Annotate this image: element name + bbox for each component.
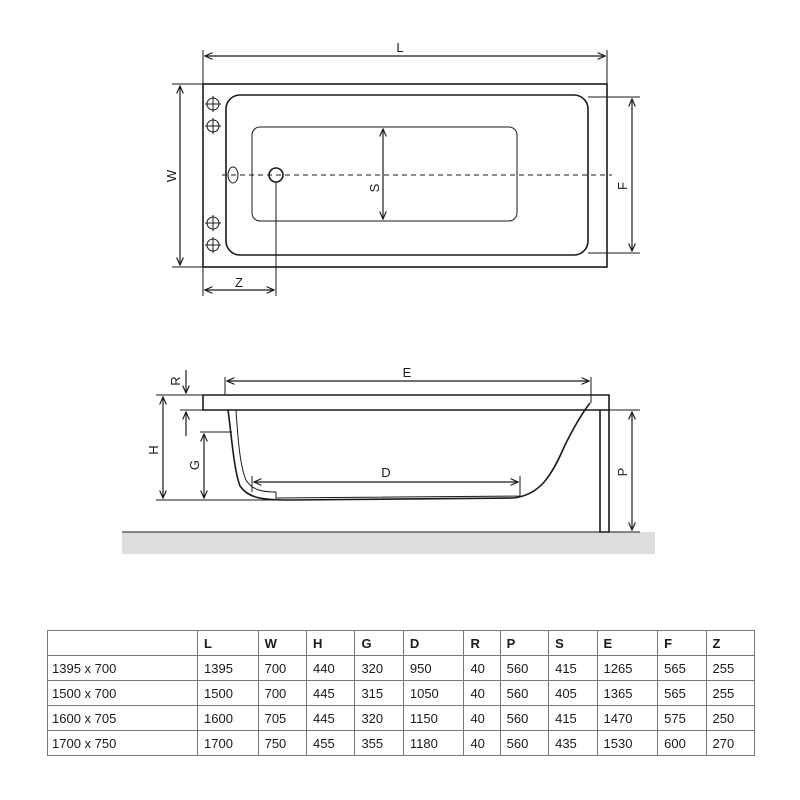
table-cell: 950 [403,656,464,681]
table-cell: 455 [307,731,355,756]
label-P: P [615,467,630,477]
table-cell: 1600 x 705 [48,706,198,731]
label-E: E [402,365,412,380]
column-header: G [355,631,403,656]
table-cell: 1700 [198,731,259,756]
table-cell: 1500 [198,681,259,706]
table-cell: 415 [549,656,597,681]
side-view [122,365,655,554]
table-cell: 1700 x 750 [48,731,198,756]
table-cell: 320 [355,706,403,731]
table-cell: 560 [500,731,548,756]
tub-leg [600,410,609,532]
table-cell: 1265 [597,656,658,681]
table-cell: 750 [258,731,306,756]
table-cell: 405 [549,681,597,706]
tub-body [228,403,590,500]
table-cell: 565 [658,656,706,681]
table-cell: 435 [549,731,597,756]
label-S: S [367,183,382,193]
label-G: G [187,459,202,471]
table-cell: 40 [464,731,500,756]
label-F: F [615,182,630,190]
table-cell: 355 [355,731,403,756]
label-D: D [381,465,391,480]
table-cell: 705 [258,706,306,731]
table-cell: 270 [706,731,754,756]
label-R: R [168,376,183,386]
table-cell: 315 [355,681,403,706]
table-cell: 1150 [403,706,464,731]
tap-hole-icon [205,96,221,112]
column-header: W [258,631,306,656]
label-W: W [164,169,179,183]
table-cell: 560 [500,656,548,681]
column-header: H [307,631,355,656]
table-row [48,706,755,731]
table-row [48,656,755,681]
table-cell: 415 [549,706,597,731]
label-L: L [396,40,404,55]
tap-hole-icon [205,215,221,231]
floor [122,532,655,554]
table-cell: 560 [500,706,548,731]
table-cell: 700 [258,681,306,706]
column-header: R [464,631,500,656]
table-cell: 560 [500,681,548,706]
top-view [164,40,640,296]
tub-inner-wall [236,410,276,492]
table-cell: 40 [464,656,500,681]
table-cell: 1365 [597,681,658,706]
table-cell: 1600 [198,706,259,731]
tap-hole-icon [205,118,221,134]
tub-floor [252,127,517,221]
tub-rim [203,395,609,410]
column-header: E [597,631,658,656]
table-cell: 1395 [198,656,259,681]
table-cell: 250 [706,706,754,731]
table-cell: 1500 x 700 [48,681,198,706]
tap-hole-icon [205,237,221,253]
column-header [48,631,198,656]
table-cell: 440 [307,656,355,681]
table-cell: 575 [658,706,706,731]
table-cell: 1530 [597,731,658,756]
table-cell: 565 [658,681,706,706]
table-cell: 255 [706,656,754,681]
table-cell: 445 [307,681,355,706]
table-cell: 1180 [403,731,464,756]
dimensions-table [47,630,755,756]
table-cell: 1470 [597,706,658,731]
column-header: P [500,631,548,656]
column-header: S [549,631,597,656]
table-cell: 40 [464,706,500,731]
table-cell: 700 [258,656,306,681]
column-header: L [198,631,259,656]
column-header: F [658,631,706,656]
table-cell: 1395 x 700 [48,656,198,681]
table-cell: 255 [706,681,754,706]
table-row [48,681,755,706]
table-cell: 600 [658,731,706,756]
table-cell: 1050 [403,681,464,706]
table-row [48,731,755,756]
table-header-row [48,631,755,656]
table-cell: 445 [307,706,355,731]
column-header: D [403,631,464,656]
label-Z: Z [235,275,243,290]
label-H: H [146,445,161,455]
table-cell: 320 [355,656,403,681]
column-header: Z [706,631,754,656]
table-cell: 40 [464,681,500,706]
